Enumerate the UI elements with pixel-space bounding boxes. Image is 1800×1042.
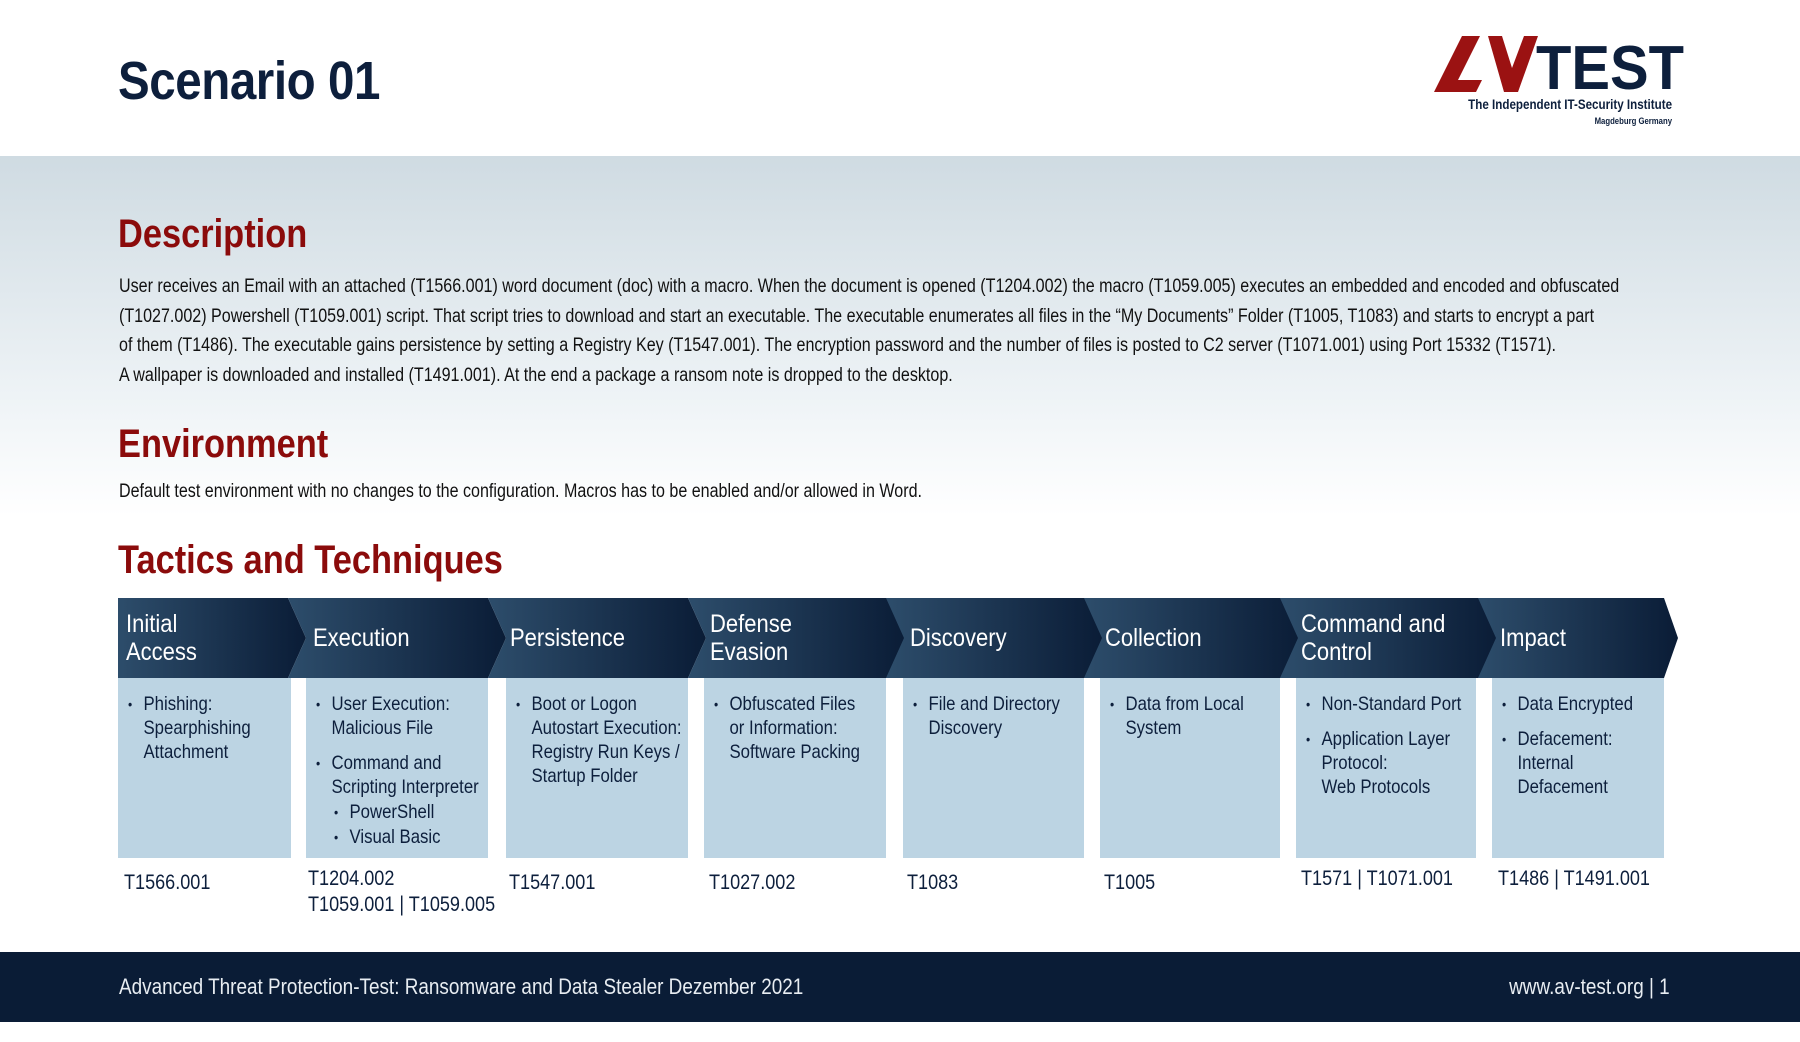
technique-item: • Obfuscated Files or Information: Software Packing [714, 692, 860, 764]
footer-title: Advanced Threat Protection-Test: Ransomware and Data Stealer Dezember 2021 [119, 974, 804, 999]
tactic-arrow-persistence [488, 598, 706, 678]
logo-tagline: The Independent IT-Security Institute [1468, 97, 1672, 112]
page-header [0, 0, 1800, 156]
tactic-label: Initial Access [126, 610, 197, 666]
technique-ids: T1486 | T1491.001 [1498, 867, 1650, 890]
technique-ids: T1083 [907, 871, 959, 894]
footer-website-page: www.av-test.org | 1 [1509, 974, 1670, 999]
tactic-arrow-discovery [886, 598, 1104, 678]
tactic-arrow-impact [1478, 598, 1678, 678]
tactic-label: Defense Evasion [710, 610, 792, 666]
description-line: of them (T1486). The executable gains persistence by setting a Registry Key (T1547.001). The encryption password and the number of files is posted to C2 server (T1071.001) using Port 15332 (T1571). [119, 335, 1557, 356]
av-test-logo [1432, 34, 1688, 134]
technique-box-execution [306, 678, 488, 858]
tactic-label: Collection [1105, 624, 1202, 652]
technique-item: • User Execution: Malicious File [316, 692, 462, 740]
technique-ids: T1571 | T1071.001 [1301, 867, 1453, 890]
technique-item: • Defacement: Internal Defacement [1502, 727, 1640, 799]
av-test-logo-mark [1432, 34, 1688, 96]
tactic-arrow-initial-access [118, 598, 306, 678]
tactic-arrow-defense-evasion [688, 598, 906, 678]
tactic-label: Persistence [510, 624, 625, 652]
technique-box-collection [1100, 678, 1280, 858]
technique-ids: T1204.002 T1059.001 | T1059.005 [308, 867, 496, 916]
tactic-label: Execution [313, 624, 410, 652]
technique-box-initial-access [118, 678, 291, 858]
tactic-arrow-execution [288, 598, 506, 678]
environment-text: Default test environment with no changes to the configuration. Macros has to be enabled and/or allowed in Word. [119, 481, 922, 502]
logo-location: Magdeburg Germany [1594, 116, 1672, 126]
technique-item: • Non-Standard Port [1306, 692, 1450, 716]
page-footer [0, 952, 1800, 1022]
technique-item: • Command and Scripting Interpreter [316, 751, 462, 799]
logo-test-text: TEST [1536, 34, 1685, 96]
technique-ids: T1547.001 [509, 871, 596, 894]
technique-box-defense-evasion [704, 678, 886, 858]
tactic-arrow-collection [1084, 598, 1302, 678]
technique-ids: T1027.002 [709, 871, 796, 894]
technique-subitem: • PowerShell [334, 800, 465, 824]
technique-item: • Application Layer Protocol: Web Protocols [1306, 727, 1450, 799]
tactic-label: Command and Control [1301, 610, 1446, 666]
technique-box-discovery [903, 678, 1084, 858]
tactics-heading: Tactics and Techniques [118, 538, 503, 582]
technique-subitem: • Visual Basic [334, 825, 465, 849]
description-line: (T1027.002) Powershell (T1059.001) script. That script tries to download and start an executable. The executable enumerates all files in the “My Documents” Folder (T1005, T1083) and starts to encrypt a part [119, 305, 1595, 327]
technique-item: • File and Directory Discovery [913, 692, 1058, 740]
technique-item: • Boot or Logon Autostart Execution: Registry Run Keys / Startup Folder [516, 692, 662, 788]
technique-box-command-and-control [1296, 678, 1476, 858]
description-text [119, 272, 1642, 390]
environment-heading: Environment [118, 422, 329, 466]
technique-item: • Phishing: Spearphishing Attachment [128, 692, 266, 764]
technique-ids: T1005 [1104, 871, 1156, 894]
description-line: A wallpaper is downloaded and installed (T1491.001). At the end a package a ransom note is dropped to the desktop. [119, 364, 953, 386]
technique-item: • Data Encrypted [1502, 692, 1640, 716]
technique-ids: T1566.001 [124, 871, 211, 894]
tactic-arrow-command-and-control [1280, 598, 1498, 678]
technique-box-persistence [506, 678, 688, 858]
technique-box-impact [1492, 678, 1664, 858]
tactic-label: Discovery [910, 624, 1007, 652]
description-line: User receives an Email with an attached (T1566.001) word document (doc) with a macro. When the document is opened (T1204.002) the macro (T1059.005) executes an embedded and encoded and obfuscated [119, 276, 1620, 297]
technique-item: • Data from Local System [1110, 692, 1254, 740]
tactic-label: Impact [1500, 624, 1567, 652]
page-title: Scenario 01 [118, 51, 380, 111]
description-heading: Description [118, 212, 308, 256]
